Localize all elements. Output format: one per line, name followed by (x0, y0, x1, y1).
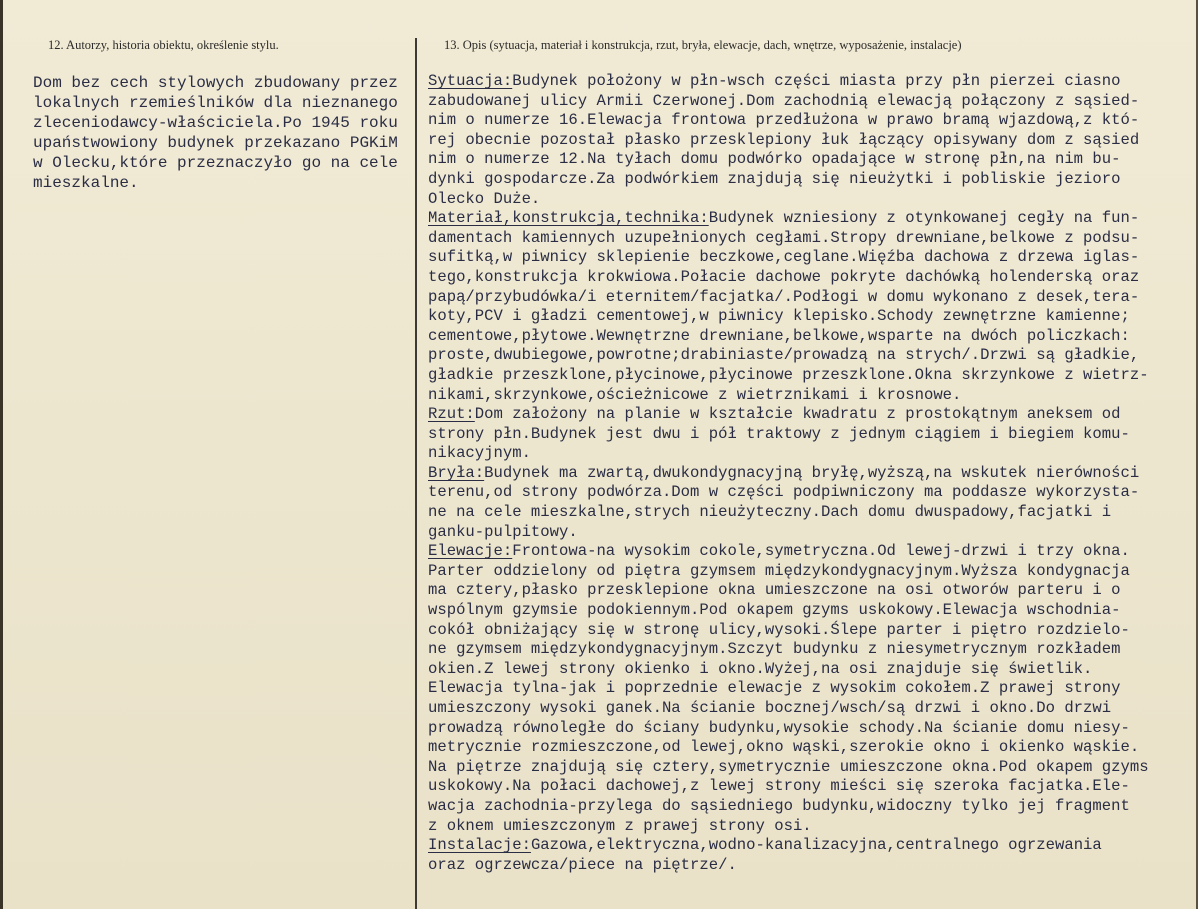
description-line (428, 150, 1193, 170)
section-label: Sytuacja: (428, 72, 513, 90)
description-line (428, 248, 1193, 268)
line-text: dynki gospodarcze.Za podwórkiem znajdują się nieużytki i pobliskie jezioro (428, 169, 1121, 188)
description-line (428, 797, 1193, 817)
line-text: Na piętrze znajdują się cztery,symetrycznie umieszczone okna.Pod okapem gzyms (428, 757, 1149, 776)
description-line (428, 738, 1193, 758)
description-line (428, 72, 1193, 92)
line-text: ne gzymsem międzykondygnacyjnym.Szczyt budynku z niesymetrycznym rozkładem (428, 640, 1121, 659)
line-text: zabudowanej ulicy Armii Czerwonej.Dom zachodnią elewacją połączony z sąsied- (428, 91, 1140, 110)
description-line (428, 503, 1193, 523)
description-line (428, 660, 1193, 680)
line-text: cementowe,płytowe.Wewnętrzne drewniane,belkowe,wsparte na dwóch policzkach: (428, 326, 1130, 345)
authors-history-text: Dom bez cech stylowych zbudowany przez lokalnych rzemieślników dla nieznanego zleceniodawcy-właściciela.Po 1945 roku upaństwowiony budynek przekazano PGKiM w Olecku,które przeznaczyło go na cele mieszkalne. (33, 74, 398, 192)
description-line (428, 601, 1193, 621)
section-label: Instalacje: (428, 836, 531, 855)
line-text: terenu,od strony podwórza.Dom w części podpiwniczony ma poddasze wykorzysta- (428, 483, 1140, 502)
description-line (428, 131, 1193, 151)
description-line (428, 327, 1193, 347)
line-text: okien.Z lewej strony okienko i okno.Wyżej,na osi znajduje się świetlik. (428, 659, 1093, 678)
line-text: nim o numerze 16.Elewacja frontowa przedłużona w prawo bramą wjazdową,z któ- (428, 111, 1140, 130)
description-line (428, 366, 1193, 386)
line-text: papą/przybudówka/i eternitem/facjatka/.Podłogi w domu wykonano z desek,tera- (428, 287, 1140, 306)
description-line (428, 856, 1193, 876)
line-text: wspólnym gzymsie podokiennym.Pod okapem gzyms uskokowy.Elewacja wschodnia- (428, 601, 1121, 620)
description-line (428, 699, 1193, 719)
right-column-header: 13. Opis (sytuacja, materiał i konstrukcja, rzut, bryła, elewacje, dach, wnętrze, wyposażenie, instalacje) (444, 38, 962, 52)
description-line (428, 621, 1193, 641)
line-text: oraz ogrzewcza/piece na piętrze/. (428, 855, 737, 874)
left-column-header: 12. Autorzy, historia obiektu, określenie stylu. (48, 38, 279, 52)
line-text: Dom założony na planie w kształcie kwadratu z prostokątnym aneksem od (474, 405, 1121, 424)
line-text: uskokowy.Na połaci dachowej,z lewej strony mieści się szeroka facjatka.Ele- (428, 777, 1130, 796)
description-line (428, 92, 1193, 112)
description-line (428, 523, 1193, 543)
description-line (428, 111, 1193, 131)
description-line (428, 777, 1193, 797)
line-text: cokół obniżający się w stronę ulicy,wysoki.Ślepe parter i piętro rozdzielo- (428, 620, 1130, 639)
page-edge-left (0, 0, 3, 909)
description-line (428, 758, 1193, 778)
section-label: Elewacje: (428, 542, 513, 561)
line-text: sufitką,w piwnicy sklepienie beczkowe,ceglane.Więźba dachowa z drzewa iglas- (428, 248, 1140, 267)
section-label: Rzut: (428, 405, 475, 424)
line-text: nikami,skrzynkowe,ościeżnicowe z wietrznikami i krosnowe. (428, 385, 962, 404)
line-text: strony płn.Budynek jest dwu i pół traktowy z jednym ciągiem i biegiem komu- (428, 424, 1130, 443)
line-text: Budynek ma zwartą,dwukondygnacyjną bryłę,wyższą,na wskutek nierówności (484, 463, 1140, 482)
line-text: Parter oddzielony od piętra gzymsem międzykondygnacyjnym.Wyższa kondygnacja (428, 561, 1130, 580)
description-line (428, 405, 1193, 425)
line-text: Elewacja tylna-jak i poprzednie elewacje z wysokim cokołem.Z prawej strony (428, 679, 1121, 698)
section-label: Materiał,konstrukcja,technika: (428, 209, 709, 228)
description-line (428, 346, 1193, 366)
line-text: Frontowa-na wysokim cokole,symetryczna.Od lewej-drzwi i trzy okna. (512, 542, 1130, 561)
description-line (428, 679, 1193, 699)
column-divider (415, 38, 417, 909)
line-text: damentach kamiennych uzupełnionych cegłami.Stropy drewniane,belkowe z podsu- (428, 228, 1140, 247)
description-line (428, 444, 1193, 464)
description-line (428, 483, 1193, 503)
description-line (428, 562, 1193, 582)
line-text: nim o numerze 12.Na tyłach domu podwórko opadające w stronę płn,na nim bu- (428, 150, 1121, 169)
line-text: nikacyjnym. (428, 444, 531, 463)
line-text: umieszczony wysoki ganek.Na ścianie bocznej/wsch/są drzwi i okno.Do drzwi (428, 699, 1112, 717)
line-text: Olecko Duże. (428, 189, 541, 208)
description-line (428, 640, 1193, 660)
description-text (428, 72, 1193, 875)
description-line (428, 307, 1193, 327)
description-line (428, 170, 1193, 190)
line-text: wacja zachodnia-przylega do sąsiedniego budynku,widoczny tylko jej fragment (428, 796, 1130, 815)
line-text: metrycznie rozmieszczone,od lewej,okno wąski,szerokie okno i okienko wąskie. (428, 738, 1140, 757)
description-line (428, 268, 1193, 288)
description-line (428, 190, 1193, 210)
description-line (428, 425, 1193, 445)
line-text: prowadzą równoległe do ściany budynku,wysokie schody.Na ścianie domu niesy- (428, 718, 1130, 737)
section-label: Bryła: (428, 463, 485, 482)
line-text: proste,dwubiegowe,powrotne;drabiniaste/prowadzą na strych/.Drzwi są gładkie, (428, 346, 1140, 365)
line-text: ne na cele mieszkalne,strych nieużyteczny.Dach domu dwuspadowy,facjatki i (428, 503, 1112, 522)
line-text: ganku-pulpitowy. (428, 522, 578, 541)
description-line (428, 464, 1193, 484)
line-text: Budynek położony w płn-wsch części miasta przy płn pierzei ciasno (512, 72, 1121, 90)
description-line (428, 542, 1193, 562)
description-line (428, 836, 1193, 856)
description-line (428, 817, 1193, 837)
line-text: rej obecnie pozostał płasko przesklepiony łuk łączący opisywany dom z sąsied (428, 130, 1140, 149)
line-text: Budynek wzniesiony z otynkowanej cegły na fun- (708, 209, 1140, 228)
description-line (428, 229, 1193, 249)
description-line (428, 386, 1193, 406)
line-text: ma cztery,płasko przesklepione okna umieszczone na osi otworów parteru i o (428, 581, 1121, 600)
description-line (428, 581, 1193, 601)
line-text: Gazowa,elektryczna,wodno-kanalizacyjna,centralnego ogrzewania (530, 836, 1102, 855)
line-text: gładkie przeszklone,płycinowe,płycinowe przeszklone.Okna skrzynkowe z wietrz- (428, 365, 1149, 384)
description-line (428, 719, 1193, 739)
line-text: z oknem umieszczonym z prawej strony osi. (428, 816, 812, 835)
description-line (428, 288, 1193, 308)
line-text: tego,konstrukcja krokwiowa.Połacie dachowe pokryte dachówką holenderską oraz (428, 267, 1140, 286)
line-text: koty,PCV i gładzi cementowej,w piwnicy klepisko.Schody zewnętrzne kamienne; (428, 307, 1130, 326)
description-line (428, 209, 1193, 229)
